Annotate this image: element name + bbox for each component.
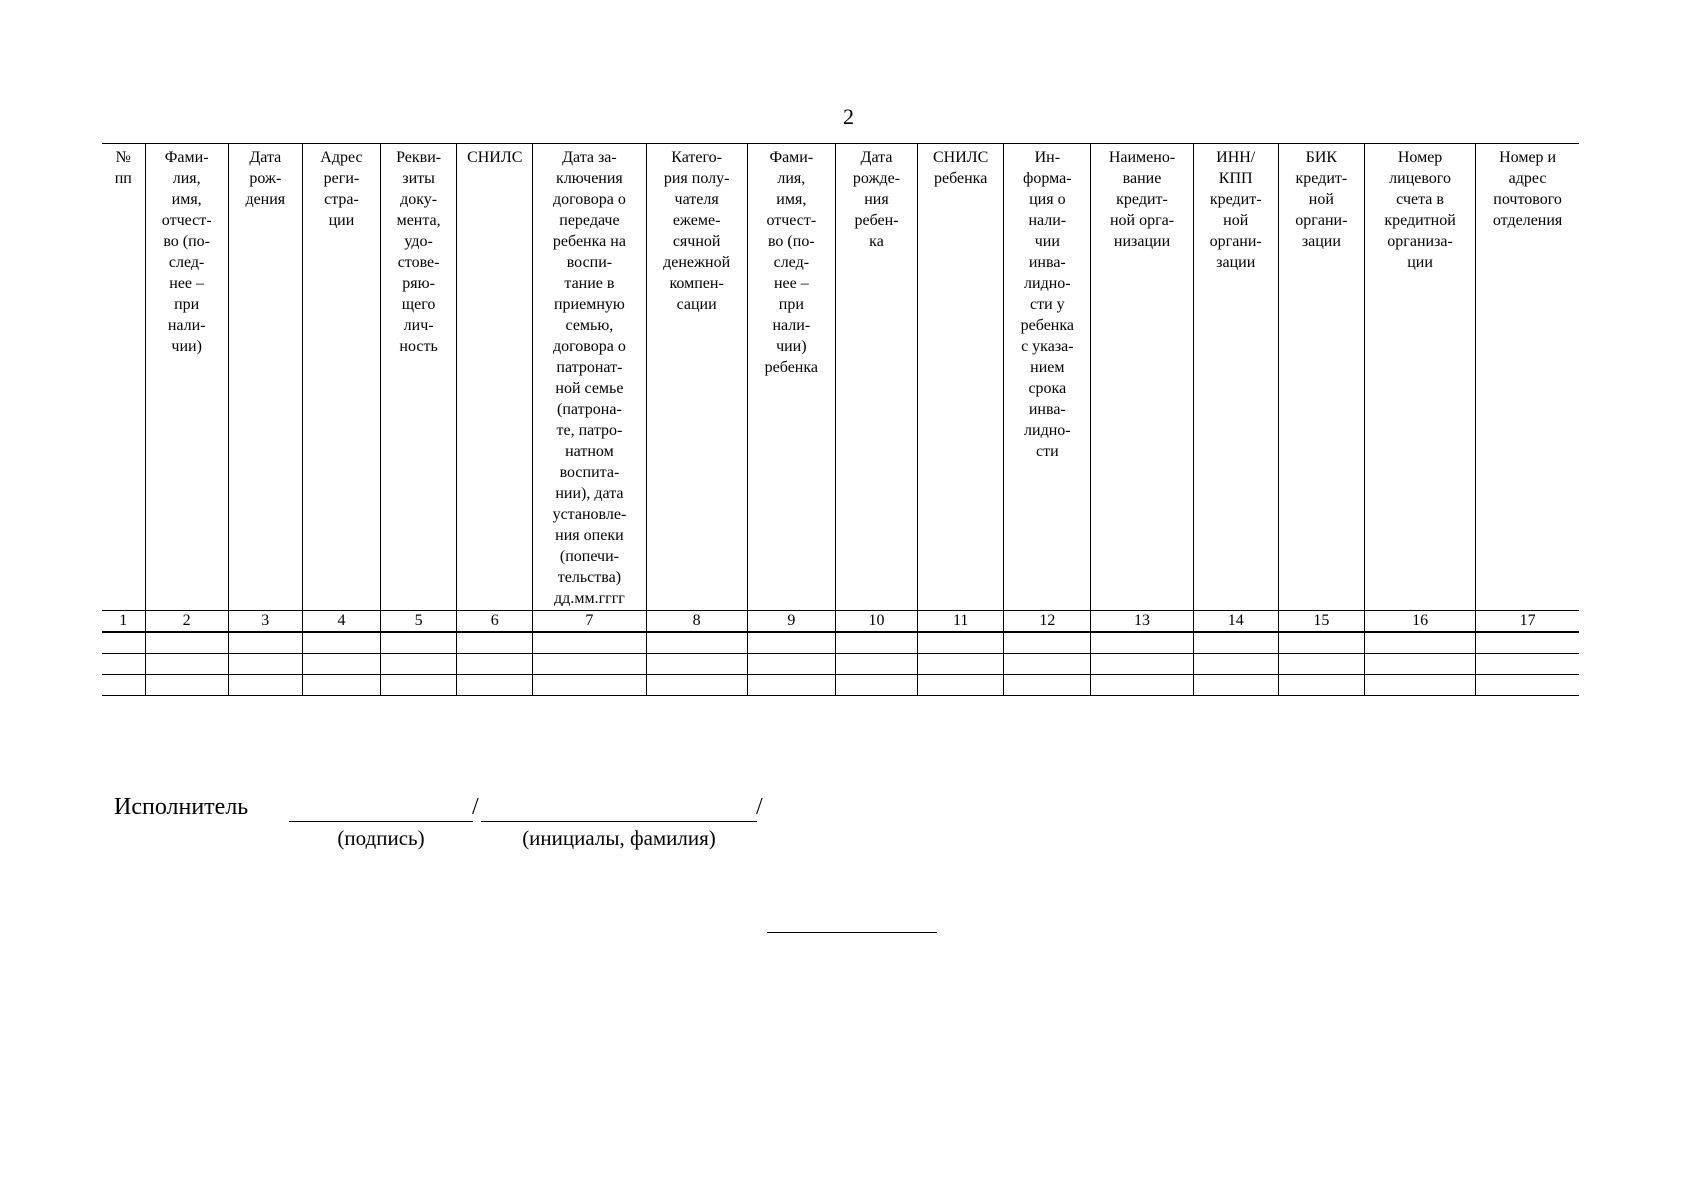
table-cell[interactable] (1091, 632, 1193, 654)
end-divider (767, 932, 937, 933)
table-row (102, 675, 1579, 696)
table-cell[interactable] (918, 654, 1004, 675)
table-cell[interactable] (747, 675, 835, 696)
table-cell[interactable] (102, 632, 145, 654)
table-cell[interactable] (381, 632, 457, 654)
header-cell-17: Номер и адрес почтового отделения (1476, 144, 1579, 611)
table-cell[interactable] (1091, 654, 1193, 675)
column-number: 7 (533, 611, 646, 633)
header-cell-13: Наимено- вание кредит- ной орга- низации (1091, 144, 1193, 611)
table-cell[interactable] (457, 632, 533, 654)
header-cell-4: Адрес реги- стра- ции (302, 144, 380, 611)
column-number-row (102, 611, 1579, 633)
table-row (102, 654, 1579, 675)
column-number: 4 (302, 611, 380, 633)
header-cell-6: СНИЛС (457, 144, 533, 611)
table-cell[interactable] (145, 632, 228, 654)
table-cell[interactable] (1364, 675, 1475, 696)
table-header-row (102, 144, 1579, 611)
table-cell[interactable] (302, 632, 380, 654)
separator-slash: / (472, 794, 479, 820)
table-cell[interactable] (1278, 675, 1364, 696)
column-number: 16 (1364, 611, 1475, 633)
header-cell-5: Рекви- зиты доку- мента, удо- стове- ряю- щего лич- ность (381, 144, 457, 611)
header-cell-8: Катего- рия полу- чателя ежеме- сячной денежной компен- сации (646, 144, 747, 611)
executor-label: Исполнитель (114, 794, 249, 820)
table-cell[interactable] (1091, 675, 1193, 696)
table-cell[interactable] (1193, 632, 1278, 654)
table-cell[interactable] (1004, 675, 1091, 696)
table-cell[interactable] (1364, 632, 1475, 654)
header-cell-11: СНИЛС ребенка (918, 144, 1004, 611)
column-number: 14 (1193, 611, 1278, 633)
column-number: 12 (1004, 611, 1091, 633)
header-cell-9: Фами- лия, имя, отчест- во (по- след- нее – при нали- чии) ребенка (747, 144, 835, 611)
name-caption: (инициалы, фамилия) (522, 826, 716, 850)
column-number: 11 (918, 611, 1004, 633)
table-cell[interactable] (646, 675, 747, 696)
column-number: 15 (1278, 611, 1364, 633)
table-cell[interactable] (918, 632, 1004, 654)
table-cell[interactable] (1193, 675, 1278, 696)
table-cell[interactable] (302, 675, 380, 696)
column-number: 13 (1091, 611, 1193, 633)
table-cell[interactable] (228, 654, 302, 675)
recipients-table (102, 143, 1579, 696)
table-cell[interactable] (747, 654, 835, 675)
table-cell[interactable] (1004, 632, 1091, 654)
header-cell-10: Дата рожде- ния ребен- ка (835, 144, 917, 611)
table-cell[interactable] (918, 675, 1004, 696)
column-number: 5 (381, 611, 457, 633)
table-cell[interactable] (102, 675, 145, 696)
column-number: 6 (457, 611, 533, 633)
table-cell[interactable] (457, 654, 533, 675)
name-line[interactable] (481, 821, 757, 822)
column-number: 10 (835, 611, 917, 633)
table-cell[interactable] (145, 675, 228, 696)
header-cell-3: Дата рож- дения (228, 144, 302, 611)
table-cell[interactable] (228, 632, 302, 654)
table-cell[interactable] (646, 632, 747, 654)
table-cell[interactable] (381, 654, 457, 675)
table-cell[interactable] (835, 675, 917, 696)
table-cell[interactable] (835, 654, 917, 675)
table-cell[interactable] (533, 675, 646, 696)
header-cell-16: Номер лицевого счета в кредитной организа- ции (1364, 144, 1475, 611)
table-cell[interactable] (102, 654, 145, 675)
table-cell[interactable] (1476, 632, 1579, 654)
separator-slash: / (756, 794, 763, 820)
table-cell[interactable] (533, 654, 646, 675)
header-cell-1: № пп (102, 144, 145, 611)
table-cell[interactable] (228, 675, 302, 696)
table-cell[interactable] (1004, 654, 1091, 675)
table-cell[interactable] (1476, 675, 1579, 696)
column-number: 1 (102, 611, 145, 633)
table-cell[interactable] (381, 675, 457, 696)
table-cell[interactable] (747, 632, 835, 654)
header-cell-2: Фами- лия, имя, отчест- во (по- след- нее – при нали- чии) (145, 144, 228, 611)
table-cell[interactable] (835, 632, 917, 654)
table-cell[interactable] (1364, 654, 1475, 675)
signature-line[interactable] (289, 821, 473, 822)
column-number: 17 (1476, 611, 1579, 633)
table-row (102, 632, 1579, 654)
table-cell[interactable] (533, 632, 646, 654)
page-number: 2 (843, 104, 854, 129)
table-cell[interactable] (145, 654, 228, 675)
signature-caption: (подпись) (337, 826, 425, 850)
table-cell[interactable] (1476, 654, 1579, 675)
header-cell-14: ИНН/ КПП кредит- ной органи- зации (1193, 144, 1278, 611)
header-cell-15: БИК кредит- ной органи- зации (1278, 144, 1364, 611)
column-number: 9 (747, 611, 835, 633)
table-cell[interactable] (1193, 654, 1278, 675)
table-cell[interactable] (1278, 654, 1364, 675)
column-number: 2 (145, 611, 228, 633)
table-cell[interactable] (646, 654, 747, 675)
table-cell[interactable] (302, 654, 380, 675)
header-cell-12: Ин- форма- ция о нали- чии инва- лидно- сти у ребенка с указа- нием срока инва- лидно- сти (1004, 144, 1091, 611)
table-cell[interactable] (1278, 632, 1364, 654)
column-number: 8 (646, 611, 747, 633)
column-number: 3 (228, 611, 302, 633)
header-cell-7: Дата за- ключения договора о передаче ребенка на воспи- тание в приемную семью, договора о патронат- ной семье (патрона- те, патро- натном воспита- нии), дата установле- ния опеки (попечи- тельства) дд.мм.гггг (533, 144, 646, 611)
table-cell[interactable] (457, 675, 533, 696)
